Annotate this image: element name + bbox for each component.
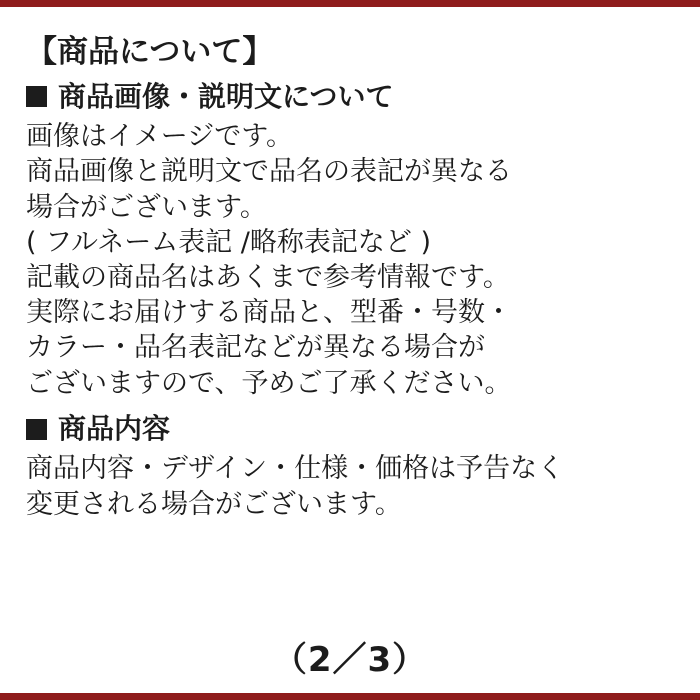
- section-heading-contents: [26, 411, 682, 447]
- square-bullet-icon: [26, 419, 47, 440]
- body-line: ございますので、予めご了承ください。: [26, 367, 512, 399]
- body-line: 商品画像と説明文で品名の表記が異なる: [26, 156, 512, 188]
- section-heading-label: 商品内容: [58, 411, 171, 445]
- document-content: [26, 33, 682, 522]
- body-line: 記載の商品名はあくまで参考情報です。: [26, 262, 510, 293]
- body-line: 実際にお届けする商品と、型番・号数・: [26, 297, 512, 329]
- page-indicator: （2／3）: [272, 640, 428, 680]
- section-heading-images: [26, 79, 682, 115]
- page-title: 【商品について】: [26, 34, 274, 70]
- body-line: 商品内容・デザイン・仕様・価格は予告なく: [26, 453, 565, 485]
- body-line: ( フルネーム表記 /略称表記など ): [26, 226, 432, 258]
- body-line: 画像はイメージです。: [26, 121, 294, 153]
- square-bullet-icon: [26, 86, 47, 107]
- body-line: 場合がございます。: [26, 191, 267, 223]
- body-line: 変更される場合がございます。: [26, 488, 402, 520]
- body-line: カラー・品名表記などが異なる場合が: [26, 332, 485, 364]
- section-heading-label: 商品画像・説明文について: [58, 79, 394, 113]
